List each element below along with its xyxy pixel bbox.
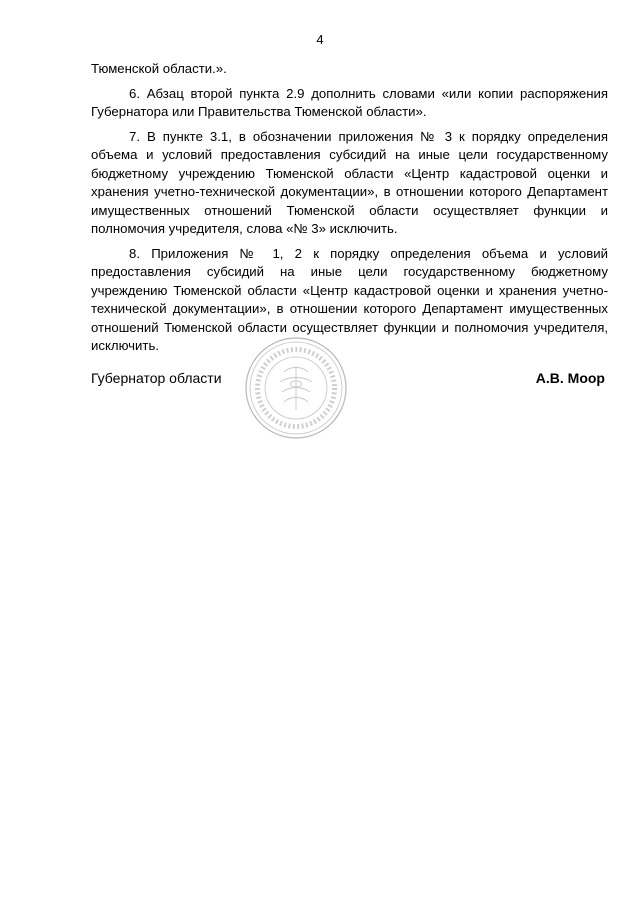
paragraph-continuation: Тюменской области.». xyxy=(91,61,227,76)
seal-stamp-icon xyxy=(244,336,348,440)
paragraph-item-8: 8. Приложения № 1, 2 к порядку определения объема и условий предоставления субсидий на иные цели государственному бюджетному учреждению Тюменской области «Центр кадастровой оценки и хранения учетно-технической документации», в отношении которого Департамент имущественных отношений Тюменской области осуществляет функции и полномочия учредителя, исключить. xyxy=(91,245,608,353)
page-number: 4 xyxy=(316,32,324,47)
signature-name: А.В. Моор xyxy=(535,370,605,386)
document-body xyxy=(91,60,608,362)
signature-position: Губернатор области xyxy=(91,370,222,386)
paragraph-item-7: 7. В пункте 3.1, в обозначении приложения № 3 к порядку определения объема и условий предоставления субсидий на иные цели государственному бюджетному учреждению Тюменской области «Центр кадастровой оценки и хранения учетно-технической документации», в отношении которого Департамент имущественных отношений Тюменской области осуществляет функции и полномочия учредителя, слова «№ 3» исключить. xyxy=(91,128,608,236)
paragraph-item-6: 6. Абзац второй пункта 2.9 дополнить словами «или копии распоряжения Губернатора или Правительства Тюменской области». xyxy=(91,85,608,119)
